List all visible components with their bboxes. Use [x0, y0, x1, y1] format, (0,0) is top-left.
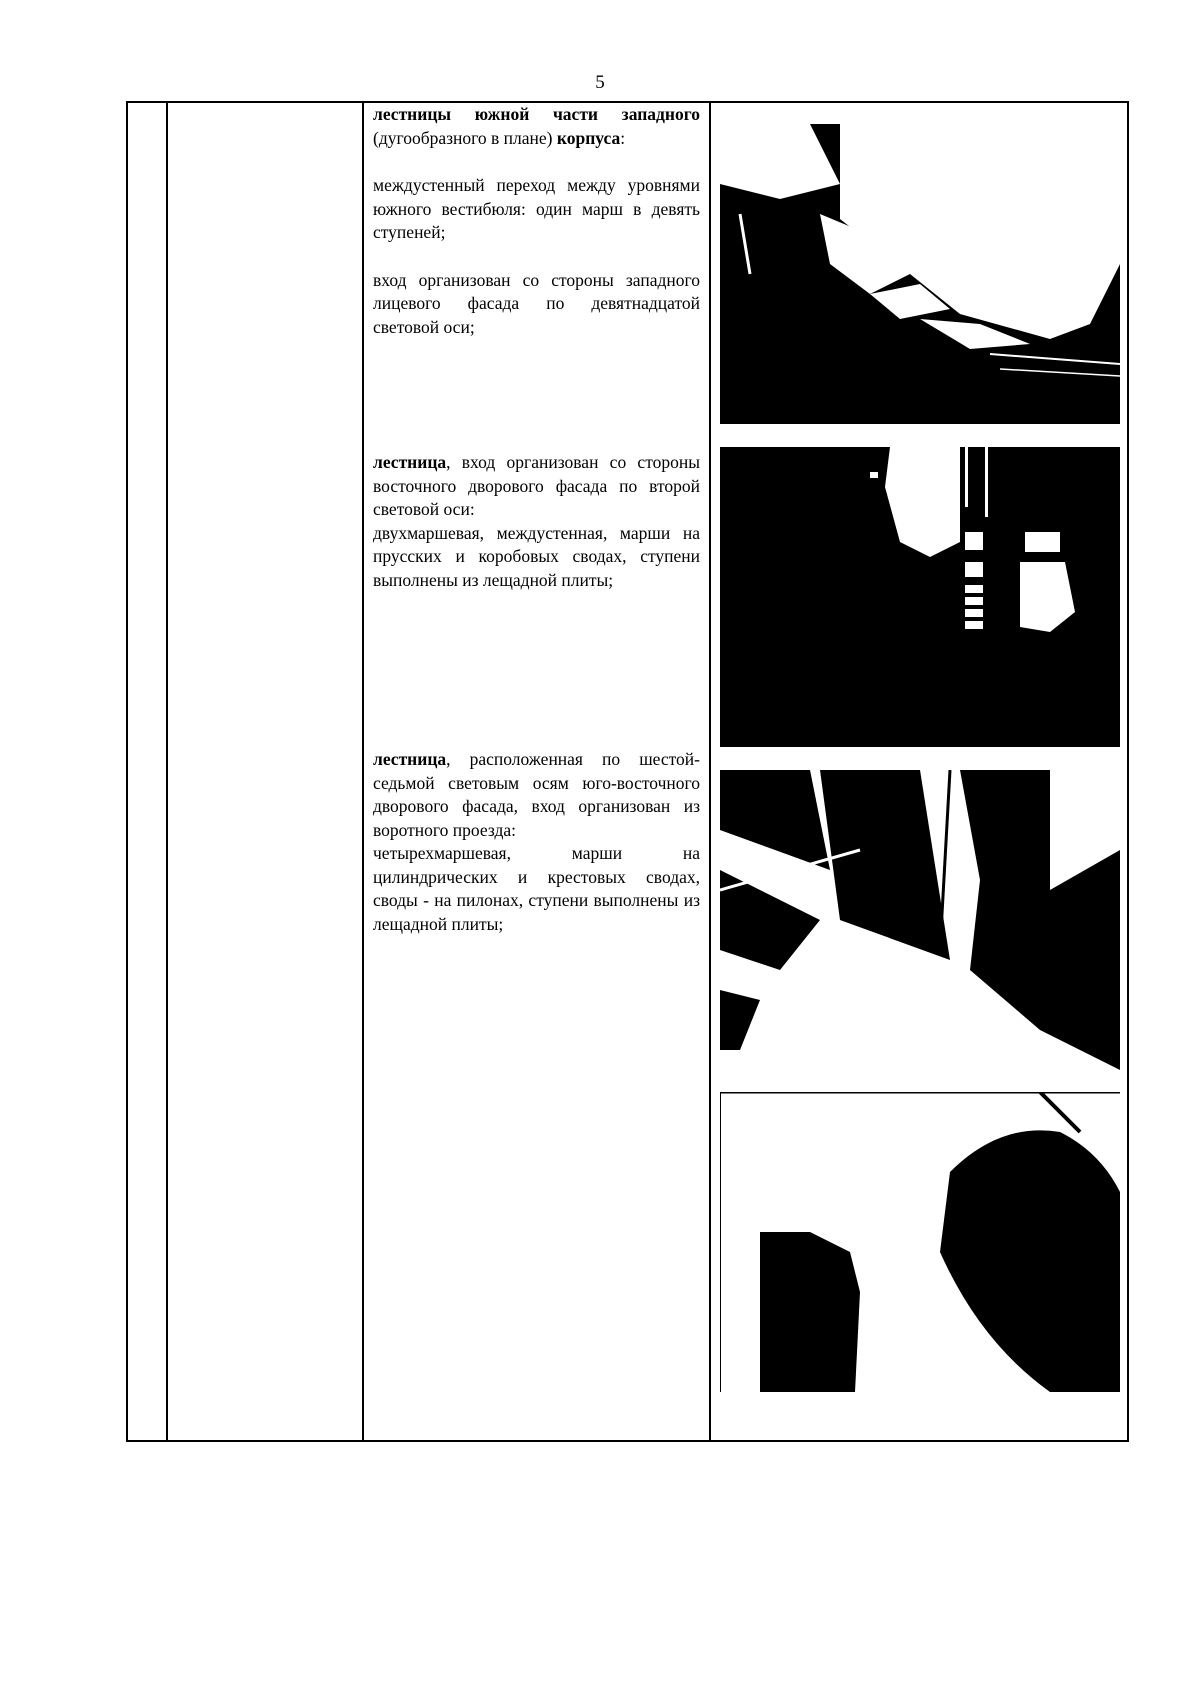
block-1-paragraph-1: междустенный переход между уровнями южного вестибюля: один марш в девять ступеней;	[373, 175, 700, 242]
column-divider	[166, 101, 168, 1442]
photo-image	[720, 124, 1120, 424]
block-3-paragraph-1	[373, 748, 700, 842]
heading-bold: лестницы южной части западного	[373, 104, 700, 124]
vault-photo	[720, 1092, 1120, 1392]
block-1-paragraph-2: вход организован со стороны западного лицевого фасада по девятнадцатой световой оси;	[373, 269, 700, 337]
block-2-paragraph-2: двухмаршевая, междустенная, марши на прусских и коробовых сводах, ступени выполнены из лещадной плиты;	[373, 522, 700, 590]
page-number: 5	[595, 72, 605, 93]
entry-title: лестница	[373, 452, 447, 472]
column-divider	[362, 101, 364, 1442]
heading-bold: корпуса	[556, 127, 621, 148]
photo-image	[720, 447, 1120, 747]
entry-text: , вход организован со стороны восточного дворового фасада по второй световой оси:	[373, 452, 700, 519]
staircase-photo-3	[720, 770, 1120, 1070]
column-divider	[709, 101, 711, 1442]
heading-text: :	[620, 127, 626, 148]
entry-title: лестница	[373, 749, 447, 769]
block-1-heading	[373, 103, 700, 150]
photo-image	[720, 1092, 1120, 1392]
description-block-2	[373, 451, 700, 592]
photo-image	[720, 770, 1120, 1070]
block-3-paragraph-2: четырехмаршевая, марши на цилиндрических и крестовых сводах, своды - на пилонах, ступени выполнены из лещадной плиты;	[373, 843, 700, 934]
heading-text: (дугообразного в плане)	[373, 127, 557, 148]
staircase-photo-1	[720, 124, 1120, 424]
description-block-1	[373, 103, 700, 339]
staircase-photo-2	[720, 447, 1120, 747]
entry-text: , расположенная по шестой-седьмой световым осям юго-восточного дворового фасада, вход организован из воротного проезда:	[373, 749, 700, 840]
block-2-paragraph-1	[373, 451, 700, 522]
description-block-3	[373, 748, 700, 936]
